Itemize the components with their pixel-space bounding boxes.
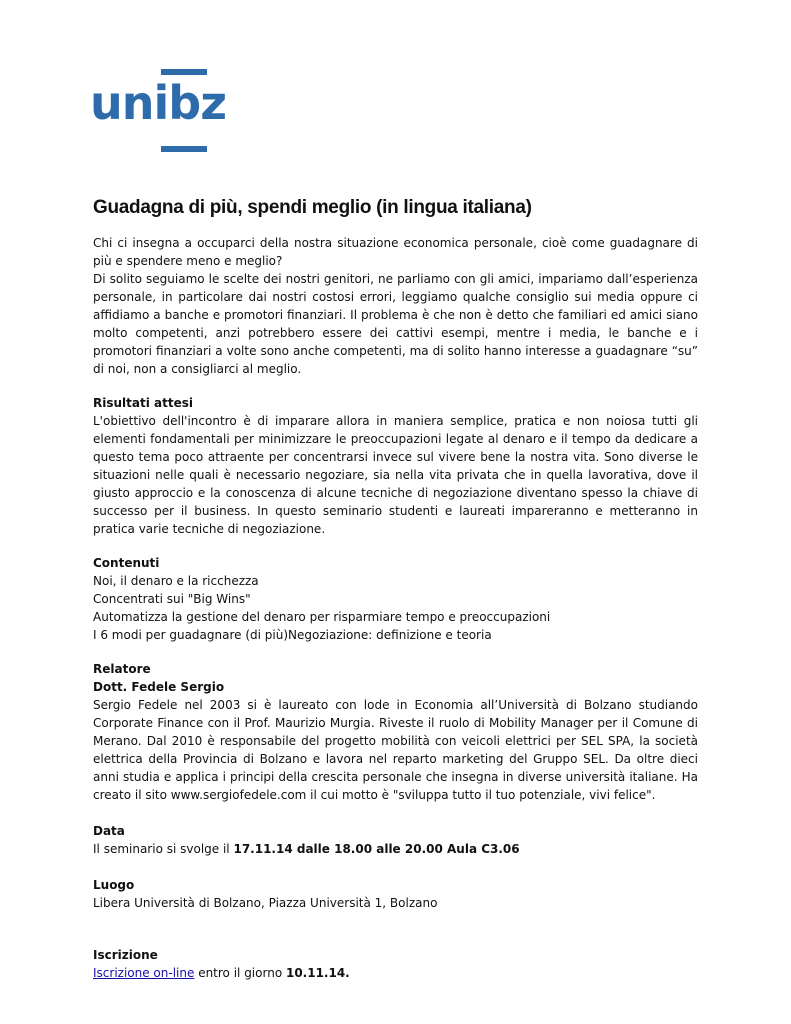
section-heading-iscrizione: Iscrizione: [93, 948, 158, 962]
risultati-text: L'obiettivo dell'incontro è di imparare allora in maniera semplice, pratica e non noiosa tutti gli elementi fondamentali per minimizzare le preoccupazioni legate al denaro e il tempo da dedicare a questo tema poco attraente per concentrarsi invece sul vivere bene la nostra vita. Sono diverse le situazioni nelle quali è necessario negoziare, sia nella vita privata che in quella lavorativa, dove il giusto approccio e la conoscenza di alcune tecniche di negoziazione diventano spesso la chiave di successo per il business. In questo seminario studenti e laureati impareranno e metteranno in pratica varie tecniche di negoziazione.: [93, 414, 698, 536]
speaker-name: Dott. Fedele Sergio: [93, 680, 225, 694]
contenuti-item: Concentrati sui "Big Wins": [93, 592, 251, 606]
contenuti-item: I 6 modi per guadagnare (di più)Negoziazione: definizione e teoria: [93, 628, 492, 642]
registration-middle: entro il giorno: [194, 966, 286, 980]
section-heading-data: Data: [93, 824, 125, 838]
contenuti-item: Automatizza la gestione del denaro per risparmiare tempo e preoccupazioni: [93, 610, 551, 624]
section-heading-luogo: Luogo: [93, 878, 135, 892]
registration-line: [93, 964, 698, 982]
registration-deadline: 10.11.14.: [285, 966, 350, 980]
date-line: [93, 840, 698, 858]
date-prefix: Il seminario si svolge il: [93, 842, 234, 856]
page-title: Guadagna di più, spendi meglio (in lingua italiana): [93, 197, 532, 218]
contenuti-item: Noi, il denaro e la ricchezza: [93, 574, 259, 588]
unibz-logo: [90, 68, 226, 154]
document-body: [93, 196, 698, 982]
section-heading-risultati: Risultati attesi: [93, 396, 193, 410]
intro-paragraph-1: Chi ci insegna a occuparci della nostra situazione economica personale, cioè come guadagnare di più e spendere meno e meglio?: [93, 236, 698, 268]
logo-bar-top: [161, 69, 207, 75]
location-text: Libera Università di Bolzano, Piazza Università 1, Bolzano: [93, 896, 438, 910]
date-value: 17.11.14 dalle 18.00 alle 20.00 Aula C3.06: [233, 842, 520, 856]
speaker-bio: Sergio Fedele nel 2003 si è laureato con lode in Economia all’Università di Bolzano studiando Corporate Finance con il Prof. Maurizio Murgia. Riveste il ruolo di Mobility Manager per il Comune di Merano. Dal 2010 è responsabile del progetto mobilità con veicoli elettrici per SEL SPA, la società elettrica della Provincia di Bolzano e lavora nel reparto marketing del Gruppo SEL. Da oltre dieci anni studia e applica i principi della crescita personale che insegna in diverse università italiane. Ha creato il sito www.sergiofedele.com il cui motto è "sviluppa tutto il tuo potenziale, vivi felice".: [93, 698, 698, 802]
logo-text: unibz: [90, 76, 226, 130]
logo-bar-bottom: [161, 146, 207, 152]
intro-paragraph-2: Di solito seguiamo le scelte dei nostri genitori, ne parliamo con gli amici, impariamo dall’esperienza personale, in particolare dai nostri costosi errori, leggiamo qualche consiglio sui media oppure ci affidiamo a banche e promotori finanziari. Il problema è che non è detto che familiari ed amici siano molto competenti, anzi potrebbero essere dei cattivi esempi, mentre i media, le banche e i promotori finanziari a volte sono anche competenti, ma di solito hanno interesse a guadagnare “su” di noi, non a consigliarci al meglio.: [93, 272, 698, 376]
section-heading-relatore: Relatore: [93, 662, 151, 676]
section-heading-contenuti: Contenuti: [93, 556, 160, 570]
registration-link[interactable]: Iscrizione on-line: [93, 966, 195, 980]
